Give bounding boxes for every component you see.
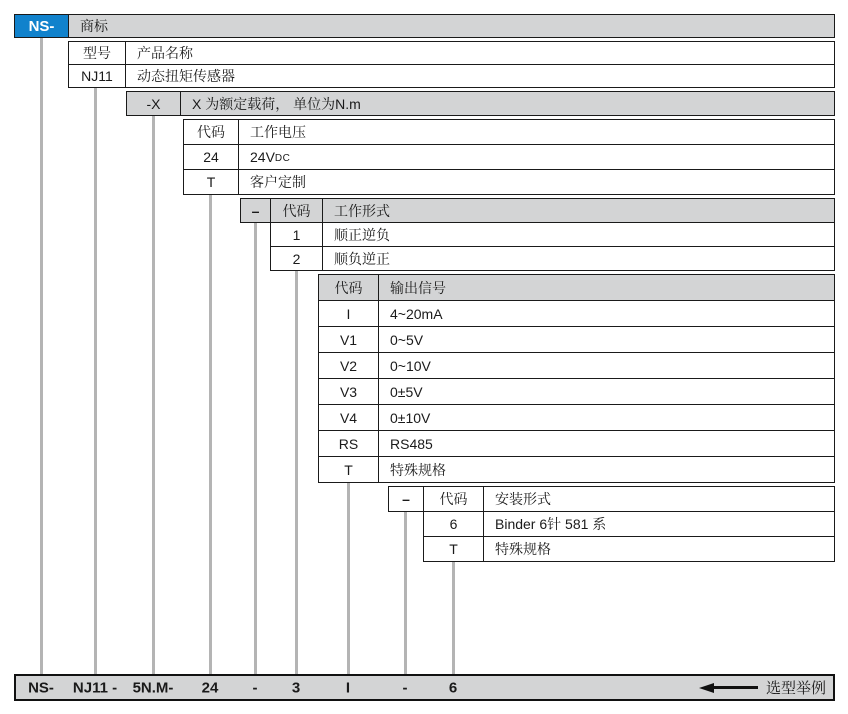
code-header-cell: 代码: [184, 120, 239, 144]
mounting-block: [388, 486, 835, 562]
voltage-block: [183, 119, 835, 195]
desc-header-cell: 工作形式: [334, 202, 390, 219]
desc-header-cell: 工作电压: [250, 124, 306, 140]
table-row: [318, 457, 835, 483]
desc-cell: 0~10V: [390, 357, 431, 374]
code-cell: 24: [184, 145, 239, 169]
example-arrow-label: 选型举例: [765, 680, 826, 697]
desc-cell: 顺负逆正: [334, 250, 390, 267]
table-row: [126, 92, 835, 116]
table-header-row: [388, 487, 835, 512]
code-cell: I: [319, 301, 379, 326]
connector-line: [452, 561, 455, 676]
table-row: [423, 512, 835, 537]
desc-main: 24V: [250, 149, 275, 165]
table-row: [68, 42, 835, 65]
code-cell: T: [319, 457, 379, 482]
code-header-cell: 代码: [424, 487, 484, 511]
code-cell: NJ11: [69, 65, 126, 87]
table-row: [318, 353, 835, 379]
desc-cell: 0±5V: [390, 383, 423, 400]
desc-cell: 客户定制: [250, 174, 306, 190]
work-mode-block: [240, 198, 835, 271]
connector-line: [94, 87, 97, 676]
table-header-row: [318, 275, 835, 301]
desc-cell: RS485: [390, 435, 433, 452]
code-cell: V3: [319, 379, 379, 404]
table-header-row: [183, 120, 835, 145]
output-signal-block: [318, 274, 835, 483]
desc-header-cell: 安装形式: [495, 491, 551, 507]
desc-cell: X 为额定载荷， 单位为N.m: [192, 95, 361, 112]
code-cell: T: [424, 537, 484, 561]
code-cell: 1: [271, 223, 323, 246]
rated-load-block: [126, 91, 835, 116]
dash-cell: –: [389, 487, 424, 511]
code-cell: 6: [424, 512, 484, 536]
code-cell: V1: [319, 327, 379, 352]
table-row: [183, 145, 835, 170]
code-cell: T: [184, 170, 239, 194]
connector-line: [209, 194, 212, 676]
desc-cell: 产品名称: [137, 45, 193, 61]
table-row: [270, 223, 835, 247]
code-cell: V2: [319, 353, 379, 378]
desc-cell: 特殊规格: [495, 541, 551, 557]
example-token: 5N.M-: [132, 679, 174, 696]
code-cell: -X: [127, 92, 181, 115]
connector-line: [152, 115, 155, 676]
table-row: [318, 379, 835, 405]
desc-cell: [239, 145, 834, 169]
table-row: [423, 537, 835, 562]
desc-cell: 动态扭矩传感器: [137, 68, 235, 84]
example-token: -: [252, 679, 258, 696]
desc-cell: 4~20mA: [390, 305, 443, 322]
left-arrow-icon: [699, 683, 714, 693]
desc-cell: 顺正逆负: [334, 226, 390, 243]
table-row: [318, 327, 835, 353]
brand-row: [14, 15, 835, 38]
example-token: I: [345, 679, 351, 696]
desc-cell: 0±10V: [390, 409, 431, 426]
code-cell: RS: [319, 431, 379, 456]
example-token: NS-: [28, 679, 54, 696]
dash-cell: –: [241, 199, 271, 222]
table-header-row: [240, 199, 835, 223]
example-pointer: [699, 676, 826, 699]
code-cell: 型号: [69, 42, 126, 64]
table-row: [68, 65, 835, 88]
arrow-tail-line: [714, 686, 758, 689]
desc-cell: 0~5V: [390, 331, 424, 348]
desc-cell: 特殊规格: [390, 461, 446, 478]
table-row: [270, 247, 835, 271]
code-header-cell: 代码: [271, 199, 323, 222]
code-cell: V4: [319, 405, 379, 430]
desc-header-cell: 输出信号: [390, 279, 446, 296]
brand-block: [14, 14, 835, 38]
example-token: 24: [201, 679, 219, 696]
connector-line: [254, 222, 257, 676]
desc-cell: Binder 6针 581 系: [495, 516, 607, 532]
table-row: [318, 301, 835, 327]
connector-line: [295, 270, 298, 676]
brand-code-cell: NS-: [15, 15, 69, 37]
code-cell: 2: [271, 247, 323, 270]
brand-label-cell: 商标: [80, 18, 108, 34]
example-bar: [14, 674, 835, 701]
example-token: NJ11 -: [72, 679, 118, 696]
code-header-cell: 代码: [319, 275, 379, 300]
example-token: -: [402, 679, 408, 696]
table-row: [183, 170, 835, 195]
table-row: [318, 405, 835, 431]
table-row: [318, 431, 835, 457]
connector-line: [347, 482, 350, 676]
example-token: 3: [291, 679, 301, 696]
desc-sub: DC: [274, 153, 291, 164]
connector-line: [40, 37, 43, 676]
example-token: 6: [448, 679, 458, 696]
model-block: [68, 41, 835, 88]
